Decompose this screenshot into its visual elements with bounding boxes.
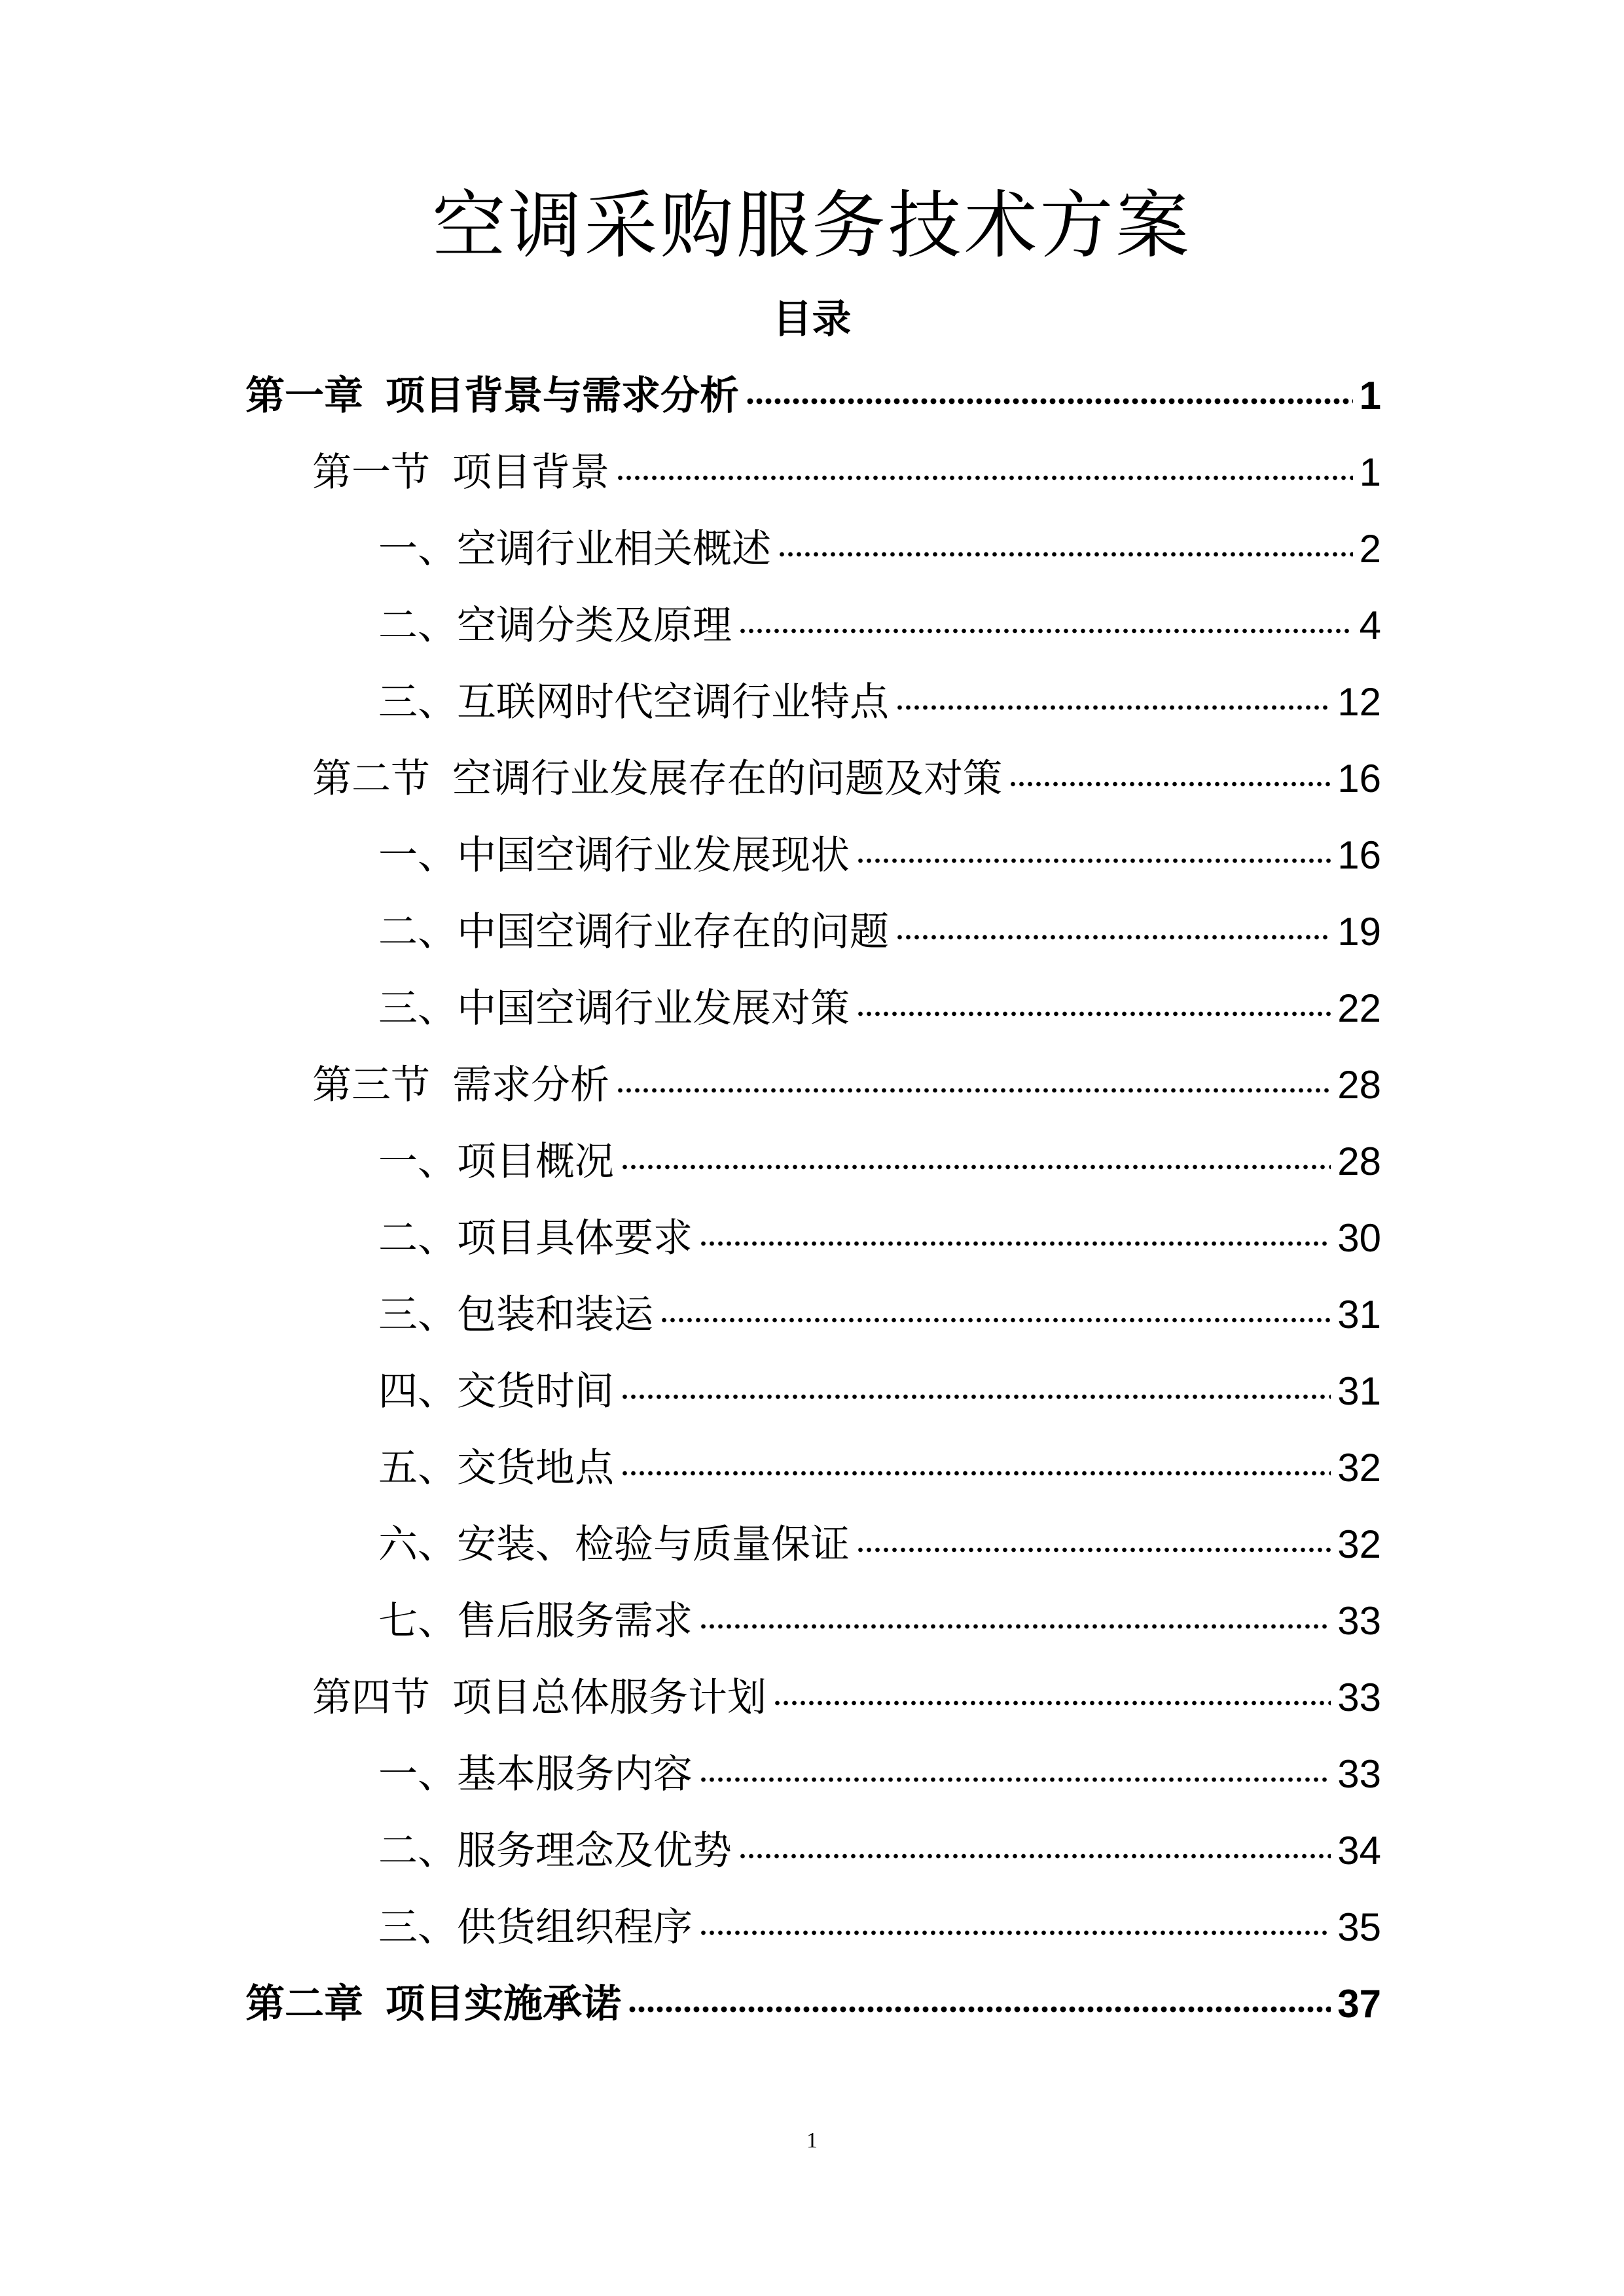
toc-entry-title xyxy=(378,817,850,893)
toc-entry-page: 12 xyxy=(1337,680,1381,724)
toc-entry-label: 第一节 xyxy=(312,450,430,495)
toc-entry[interactable] xyxy=(245,1965,1381,2042)
toc-entry[interactable] xyxy=(245,1429,1381,1506)
toc-entry-text: 一、中国空调行业发展现状 xyxy=(378,833,850,878)
toc-entry-label: 第二章 xyxy=(245,1981,363,2027)
toc-entry-text: 二、空调分类及原理 xyxy=(378,603,732,649)
toc-entry-text: 项目总体服务计划 xyxy=(452,1675,767,1721)
toc-dot-leader xyxy=(628,2005,1331,2013)
toc-entry-title xyxy=(378,511,771,587)
toc-entry[interactable] xyxy=(245,740,1381,817)
toc-dot-leader xyxy=(616,1086,1331,1094)
toc-entry-title xyxy=(378,1430,614,1506)
toc-entry-page: 33 xyxy=(1337,1676,1381,1719)
toc-dot-leader xyxy=(856,1546,1331,1554)
toc-entry-page: 32 xyxy=(1337,1446,1381,1490)
toc-dot-leader xyxy=(621,1393,1331,1401)
toc-entry-title xyxy=(378,1200,693,1276)
toc-dot-leader xyxy=(856,857,1331,865)
toc-entry-text: 需求分析 xyxy=(452,1062,609,1108)
toc-entry-title xyxy=(312,1047,609,1123)
toc-entry[interactable] xyxy=(245,1047,1381,1123)
toc-entry-page: 31 xyxy=(1337,1369,1381,1413)
toc-entry-text: 一、空调行业相关概述 xyxy=(378,526,771,572)
toc-entry-text: 项目实施承诺 xyxy=(386,1981,621,2027)
page-number: 1 xyxy=(806,2128,818,2153)
toc-entry-page: 32 xyxy=(1337,1522,1381,1566)
toc-entry[interactable] xyxy=(245,1200,1381,1276)
toc-entry-label: 第一章 xyxy=(245,373,363,419)
toc-dot-leader xyxy=(621,1163,1331,1171)
toc-entry-title xyxy=(312,741,1002,817)
toc-entry-page: 33 xyxy=(1337,1752,1381,1796)
toc-dot-leader xyxy=(856,1010,1331,1018)
toc-entry[interactable] xyxy=(245,664,1381,740)
toc-entry[interactable] xyxy=(245,511,1381,587)
toc-entry-page: 28 xyxy=(1337,1139,1381,1183)
toc-entry-text: 七、售后服务需求 xyxy=(378,1598,693,1644)
toc-entry[interactable] xyxy=(245,817,1381,893)
toc-entry-page: 2 xyxy=(1359,527,1381,571)
toc-entry-title xyxy=(378,588,732,664)
toc-entry[interactable] xyxy=(245,1506,1381,1583)
toc-dot-leader xyxy=(660,1316,1331,1324)
toc-entry-title xyxy=(245,1966,621,2042)
toc-entry[interactable] xyxy=(245,1812,1381,1889)
toc-entry-title xyxy=(378,664,889,740)
toc-entry-title xyxy=(378,1507,850,1583)
toc-entry-page: 19 xyxy=(1337,910,1381,954)
toc-entry-title xyxy=(312,1660,767,1736)
toc-entry-label: 第三节 xyxy=(312,1062,430,1108)
toc-entry-text: 二、服务理念及优势 xyxy=(378,1828,732,1874)
toc-heading: 目录 xyxy=(772,296,852,342)
toc-dot-leader xyxy=(699,1623,1331,1630)
toc-entry[interactable] xyxy=(245,893,1381,970)
toc-entry-label: 第二节 xyxy=(312,756,430,802)
toc-entry-text: 一、项目概况 xyxy=(378,1139,614,1185)
toc-dot-leader xyxy=(738,627,1353,635)
toc-entry-text: 三、供货组织程序 xyxy=(378,1905,693,1950)
toc-entry[interactable] xyxy=(245,970,1381,1047)
toc-entry-title xyxy=(378,1277,653,1353)
toc-entry[interactable] xyxy=(245,1123,1381,1200)
toc-dot-leader xyxy=(699,1240,1331,1247)
toc-entry-text: 二、项目具体要求 xyxy=(378,1215,693,1261)
toc-entry-page: 30 xyxy=(1337,1216,1381,1260)
toc-entry-text: 三、包装和装运 xyxy=(378,1292,653,1338)
toc-entry-title xyxy=(245,358,739,434)
toc-dot-leader xyxy=(738,1852,1331,1860)
toc-entry-text: 一、基本服务内容 xyxy=(378,1751,693,1797)
toc-entry-text: 项目背景 xyxy=(452,450,609,495)
toc-entry-text: 六、安装、检验与质量保证 xyxy=(378,1522,850,1568)
toc-entry-label: 第四节 xyxy=(312,1675,430,1721)
toc-entry-text: 项目背景与需求分析 xyxy=(386,373,739,419)
toc-entry-page: 16 xyxy=(1337,833,1381,877)
toc-entry-text: 空调行业发展存在的问题及对策 xyxy=(452,756,1002,802)
table-of-contents xyxy=(245,357,1381,2042)
toc-entry-page: 1 xyxy=(1359,450,1381,494)
toc-dot-leader xyxy=(699,1929,1331,1937)
toc-entry-page: 31 xyxy=(1337,1293,1381,1336)
toc-entry-page: 1 xyxy=(1359,374,1381,418)
toc-entry-page: 33 xyxy=(1337,1599,1381,1643)
toc-entry-text: 三、互联网时代空调行业特点 xyxy=(378,679,889,725)
toc-entry[interactable] xyxy=(245,1583,1381,1659)
toc-entry-title xyxy=(378,1813,732,1889)
toc-entry-text: 二、中国空调行业存在的问题 xyxy=(378,909,889,955)
toc-entry-text: 四、交货时间 xyxy=(378,1369,614,1414)
toc-entry[interactable] xyxy=(245,1659,1381,1736)
toc-entry-title xyxy=(312,435,609,511)
toc-entry[interactable] xyxy=(245,587,1381,664)
toc-entry[interactable] xyxy=(245,1353,1381,1429)
toc-dot-leader xyxy=(621,1469,1331,1477)
toc-entry-page: 28 xyxy=(1337,1063,1381,1107)
document-title: 空调采购服务技术方案 xyxy=(432,183,1192,268)
toc-entry-page: 34 xyxy=(1337,1829,1381,1873)
toc-entry[interactable] xyxy=(245,434,1381,511)
toc-entry-page: 37 xyxy=(1337,1982,1381,2026)
toc-dot-leader xyxy=(746,397,1353,405)
toc-dot-leader xyxy=(1009,780,1331,788)
toc-dot-leader xyxy=(699,1776,1331,1784)
toc-entry[interactable] xyxy=(245,1276,1381,1353)
toc-dot-leader xyxy=(895,933,1331,941)
toc-entry-page: 22 xyxy=(1337,986,1381,1030)
toc-dot-leader xyxy=(778,550,1353,558)
toc-entry-title xyxy=(378,971,850,1047)
toc-entry-text: 三、中国空调行业发展对策 xyxy=(378,986,850,1031)
toc-entry-page: 4 xyxy=(1359,603,1381,647)
toc-entry-title xyxy=(378,1354,614,1429)
toc-entry-title xyxy=(378,1124,614,1200)
toc-entry-page: 35 xyxy=(1337,1905,1381,1949)
toc-dot-leader xyxy=(616,474,1353,482)
toc-entry[interactable] xyxy=(245,1889,1381,1965)
toc-dot-leader xyxy=(895,704,1331,711)
toc-dot-leader xyxy=(773,1699,1331,1707)
toc-entry-page: 16 xyxy=(1337,757,1381,800)
toc-entry[interactable] xyxy=(245,1736,1381,1812)
toc-entry[interactable] xyxy=(245,357,1381,434)
toc-entry-title xyxy=(378,1890,693,1965)
toc-entry-title xyxy=(378,1583,693,1659)
toc-entry-title xyxy=(378,1736,693,1812)
toc-entry-text: 五、交货地点 xyxy=(378,1445,614,1491)
toc-entry-title xyxy=(378,894,889,970)
